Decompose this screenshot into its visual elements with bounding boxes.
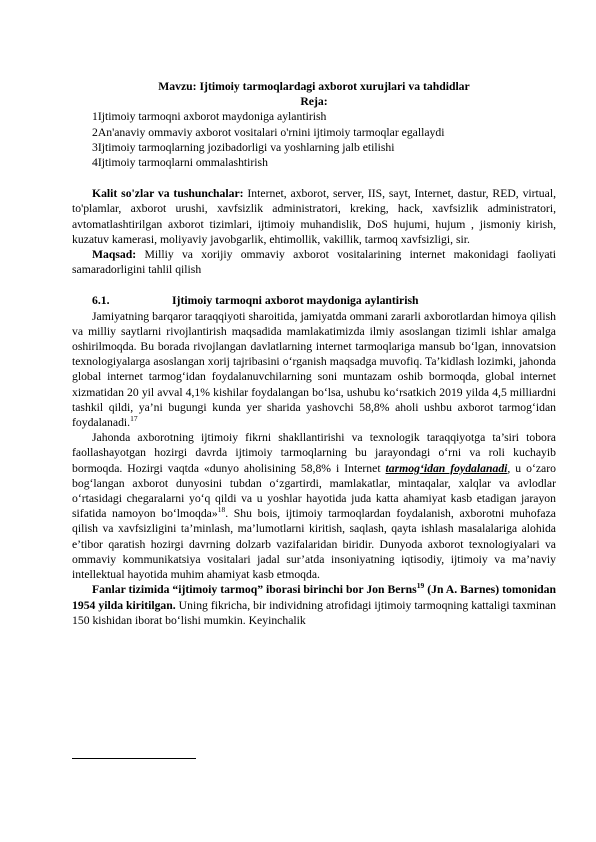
footnote-ref-19: 19 [416, 581, 425, 591]
plan-list [72, 109, 556, 170]
paragraph-text: Jamiyatning barqaror taraqqiyoti sharoitida, jamiyatda ommani zararli axborotlardan himoya qilish va milliy saytlarni rivojlantirish maqsadida mamlakatimizda ilmiy asoslangan tizimli ishlar amalga oshirilmoqda. Bu borada rivojlangan davlatlarning internet tarmoqlariga mansub bo‘lgan, innovatsion texnologiyalarga asoslangan xorij tajribasini o‘rganish maqsadga muvofiq. Ta’kidlash lozimki, jahonda global internet tarmog‘idan foydalanuvchilarning soni muntazam oshib bormoqda, global internet xizmatidan 20 yil avval 4,1% kishilar foydalangan bo‘lsa, ushubu ko‘rsatkich 2019 yilda 4,5 milliardni tashkil qildi, ya’ni bugungi kunda yer sharida yashovchi 58,8% aholi ushbu axborot tarmog‘idan foydalanadi. [72, 309, 556, 430]
body-paragraph-1 [72, 309, 556, 431]
plan-item: 2An'anaviy ommaviy axborot vositalari o'rnini ijtimoiy tarmoqlar egallaydi [92, 125, 445, 139]
body-paragraph-2 [72, 430, 556, 582]
footnote-separator [72, 758, 196, 759]
keywords-text: Internet, axborot, server, IIS, sayt, Internet, dastur, RED, virtual, to'plamlar, axborot urushi, xavfsizlik administratori, kreking, hack, xavfsizlik administratori, avtomatlashtirilgan axborot tizimlari, ijtimoiy muhandislik, DoS hujumi, hujum , jismoniy kirish, kuzatuv kamerasi, moliyaviy javobgarlik, ehtimollik, vakillik, tarmoq xavfsizligi, sir. [72, 187, 556, 246]
footnote-ref-17: 17 [130, 414, 138, 424]
underlined-phrase: tarmog‘idan foydalanadi [385, 461, 508, 475]
bold-lead-text: Fanlar tizimida “ijtimoiy tarmoq” iborasi birinchi bor Jon Berns [92, 583, 417, 597]
paragraph-text: , u o‘zaro bog‘langan axborot dunyosini tubdan o‘zgartirdi, mamlakatlar, mintaqalar, xalqlar va avlodlar o‘rtasidagi chegaralarni yo‘q qildi va u yoshlar hayotida juda katta ahamiyat kasb etadigan jarayon sifatida namoyon bo‘lmoqda» [72, 461, 556, 521]
goal-paragraph [72, 247, 556, 277]
footnote-ref-18: 18 [217, 505, 226, 515]
body-paragraph-3 [72, 582, 556, 628]
paragraph-text: Uning fikricha, bir individning atrofidagi ijtimoiy tarmoqning kattaligi taxminan 150 kishidan iborat bo‘lishi mumkin. Keyinchalik [72, 598, 556, 627]
section-number: 6.1. [92, 294, 110, 308]
keywords-label: Kalit so'zlar va tushunchalar: [92, 187, 244, 201]
paragraph-text: Jahonda axborotning ijtimoiy fikrni shakllantirishi va texnologik taraqqiyotga ta’siri tobora faollashayotgan hozirgi davrda ijtimoiy tarmoqlarning bu jarayondagi o‘rni va roli kuchayib bormoqda. Hozirgi vaqtda «dunyo aholisining 58,8% i Internet [72, 431, 556, 475]
goal-text: Milliy va xorijiy ommaviy axborot vositalarining internet makonidagi faoliyati samaradorligini tahlil qilish [72, 248, 556, 277]
section-heading [72, 293, 556, 308]
section-title: Ijtimoiy tarmoqni axborot maydoniga aylantirish [172, 294, 419, 308]
plan-item: 3Ijtimoiy tarmoqlarning jozibadorligi va yoshlarning jalb etilishi [92, 140, 395, 154]
keywords-paragraph [72, 186, 556, 247]
bold-lead-text: (Jn A. Barnes) tomonidan 1954 yilda kiritilgan. [72, 583, 556, 612]
plan-heading: Reja: [300, 95, 328, 109]
page-content [72, 79, 556, 628]
plan-item: 4Ijtimoiy tarmoqlarni ommalashtirish [92, 156, 268, 170]
paragraph-text: . Shu bois, ijtimoiy tarmoqlardan foydalanish, axborotni muhofaza qilish va xavfsizligini ta’minlash, ma’lumotlarni kiritish, saqlash, qayta ishlash masalalariga alohida e’tibor qaratish hozirgi davrning dolzarb vazifalaridan biridir. Dunyoda axborot texnologiyalari va ommaviy kommunikatsiya vositalari jadal sur’atda insoniyatning iqtisodiy, ijtimoiy va ma’naviy intellektual hayotida muhim ahamiyat kasb etmoqda. [72, 507, 556, 582]
goal-label: Maqsad: [92, 248, 137, 262]
plan-item: 1Ijtimoiy tarmoqni axborot maydoniga aylantirish [92, 110, 327, 124]
document-title: Mavzu: Ijtimoiy tarmoqlardagi axborot xurujlari va tahdidlar [158, 80, 470, 93]
